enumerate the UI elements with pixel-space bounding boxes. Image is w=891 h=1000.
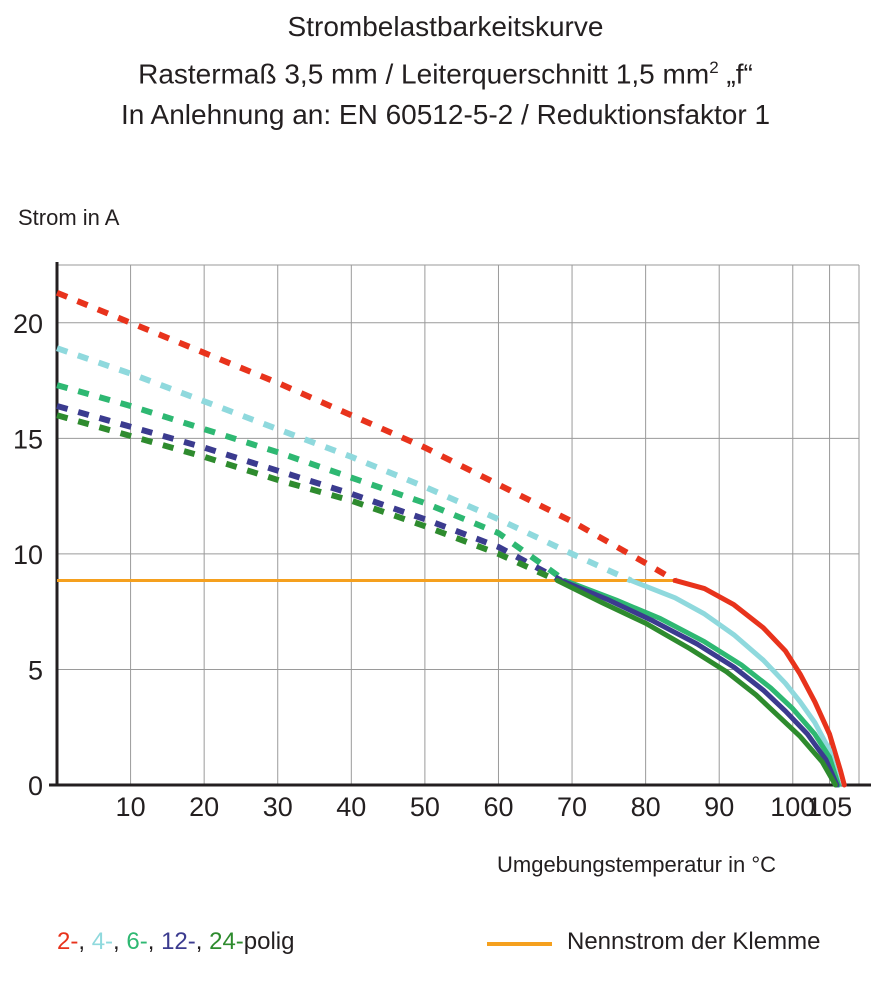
x-tick-label: 100 (770, 792, 816, 822)
x-tick-label: 50 (409, 792, 440, 822)
title-line-2-suffix: „f“ (718, 58, 753, 90)
series-dashed-4-polig (57, 348, 631, 580)
title-line-2-main: Rastermaß 3,5 mm / Leiterquerschnitt 1,5 mm (138, 58, 710, 90)
legend-nennstrom-label: Nennstrom der Klemme (567, 928, 821, 955)
x-tick-label: 70 (557, 792, 588, 822)
x-tick-label: 10 (115, 792, 146, 822)
x-tick-label: 40 (336, 792, 367, 822)
legend-series-part-6: 12- (161, 928, 196, 955)
y-tick-label: 10 (12, 539, 43, 570)
series-dashed-2-polig (57, 293, 675, 581)
x-tick-label: 90 (704, 792, 735, 822)
x-axis-label: Umgebungstemperatur in °C (497, 852, 777, 877)
y-axis-label: Strom in A (18, 205, 120, 230)
x-tick-label: 105 (807, 792, 853, 822)
title-line-2-superscript: 2 (709, 58, 719, 77)
y-tick-label: 0 (27, 771, 43, 801)
x-tick-label: 60 (483, 792, 514, 822)
legend-series-part-7: , (195, 928, 210, 955)
legend-series-part-8: 24- (209, 928, 244, 955)
legend-series-part-9: polig (243, 928, 295, 955)
x-tick-label: 80 (630, 792, 661, 822)
series-solid-4-polig (631, 580, 839, 785)
x-tick-label: 20 (189, 792, 220, 822)
title-line-3: In Anlehnung an: EN 60512-5-2 / Reduktionsfaktor 1 (120, 99, 771, 131)
chart-legend (0, 928, 891, 978)
legend-series-part-4: 6- (126, 928, 148, 955)
legend-series-part-3: , (113, 928, 127, 955)
legend-nennstrom-line (487, 942, 552, 946)
legend-series-part-0: 2- (57, 928, 79, 955)
y-tick-label: 5 (27, 655, 43, 686)
legend-series-labels (57, 928, 295, 956)
title-line-1: Strombelastbarkeitskurve (287, 11, 604, 42)
x-tick-label: 30 (262, 792, 293, 822)
y-tick-label: 15 (12, 424, 43, 455)
legend-series-part-2: 4- (91, 928, 114, 955)
legend-series-part-5: , (147, 928, 162, 955)
y-tick-label: 20 (12, 308, 43, 339)
legend-series-part-1: , (78, 928, 92, 955)
